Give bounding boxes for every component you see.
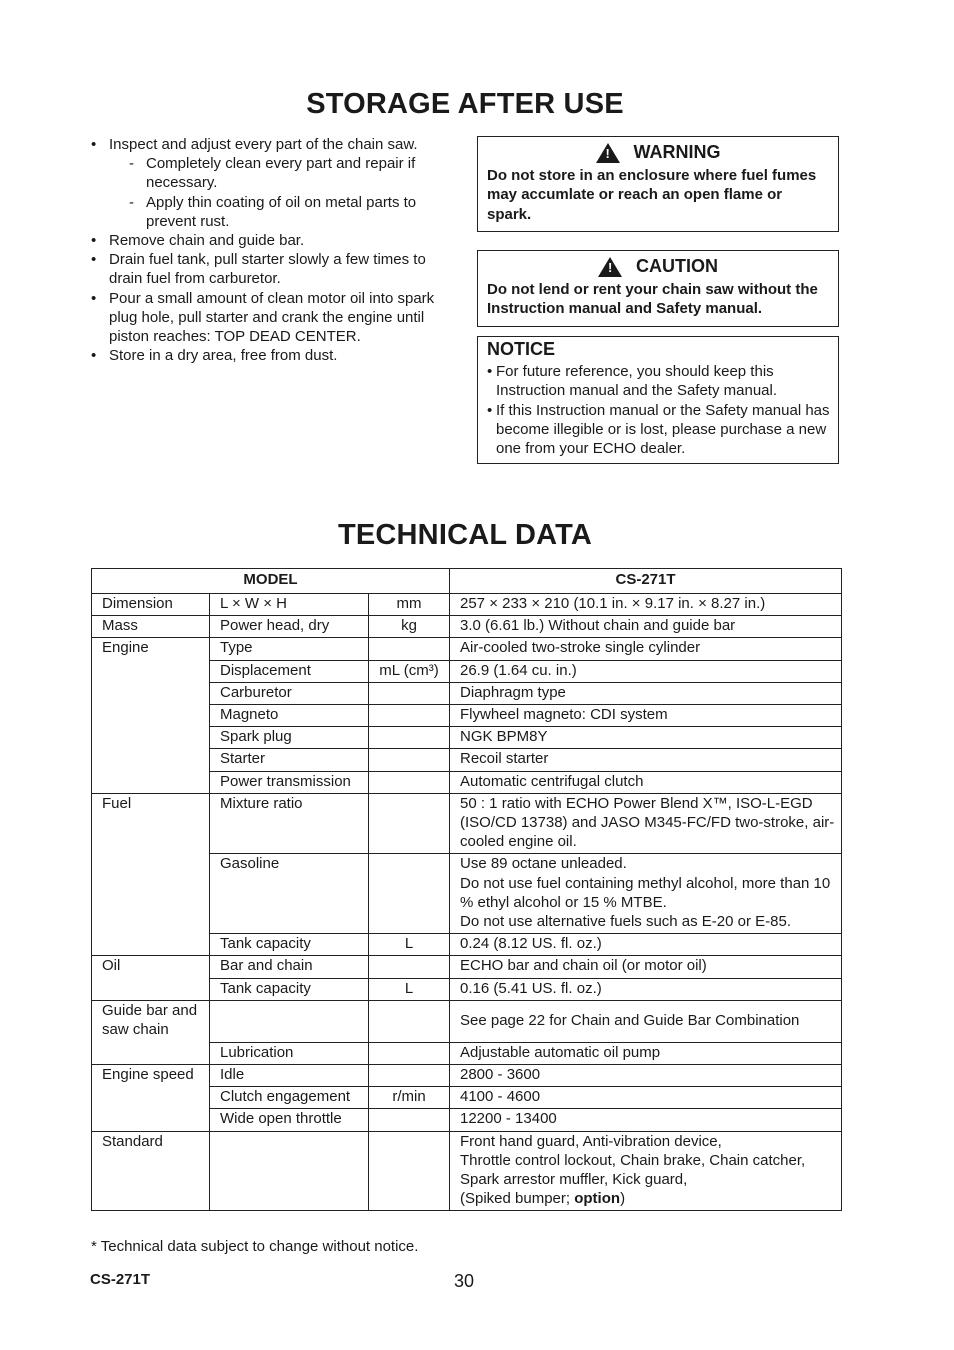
table-row: Engine Type Air-cooled two-stroke single cylinder: [92, 638, 842, 660]
technical-data-table: [91, 568, 842, 1211]
warning-box: [477, 136, 839, 232]
list-item: • Pour a small amount of clean motor oil into spark plug hole, pull starter and crank the engine until piston reaches: TOP DEAD CENTER.: [90, 289, 460, 347]
table-row: Guide bar and saw chain See page 22 for Chain and Guide Bar Combination: [92, 1000, 842, 1042]
table-row: Standard Front hand guard, Anti-vibration device, Throttle control lockout, Chain brake, Chain catcher, Spark arrestor muffler, Kick guard, (Spiked bumper; option): [92, 1131, 842, 1211]
notice-title: NOTICE: [487, 339, 556, 359]
model-header: MODEL: [92, 569, 450, 594]
warning-title: WARNING: [633, 142, 721, 163]
model-value-header: CS-271T: [450, 569, 842, 594]
list-item: • Store in a dry area, free from dust.: [90, 346, 460, 365]
table-row: Starter Recoil starter: [92, 749, 842, 771]
list-item: • Remove chain and guide bar.: [90, 231, 460, 250]
list-item: • For future reference, you should keep this Instruction manual and the Safety manual.: [487, 362, 830, 401]
list-item: • Inspect and adjust every part of the chain saw. - Completely clean every part and repair if necessary. - Apply thin coating of oil on metal parts to prevent rust.: [90, 135, 460, 231]
caution-title: CAUTION: [636, 256, 718, 277]
list-item: • If this Instruction manual or the Safety manual has become illegible or is lost, please purchase a new one from your ECHO dealer.: [487, 401, 830, 459]
list-item: - Apply thin coating of oil on metal parts to prevent rust.: [109, 193, 460, 231]
table-row: Dimension L × W × H mm 257 × 233 × 210 (10.1 in. × 9.17 in. × 8.27 in.): [92, 594, 842, 616]
page-number: 30: [454, 1271, 475, 1291]
storage-instructions: [90, 135, 460, 365]
table-row: Wide open throttle 12200 - 13400: [92, 1109, 842, 1131]
list-item: - Completely clean every part and repair if necessary.: [109, 154, 460, 192]
table-row: Lubrication Adjustable automatic oil pump: [92, 1042, 842, 1064]
table-row: Carburetor Diaphragm type: [92, 682, 842, 704]
caution-triangle-icon: [598, 257, 622, 277]
table-header-row: [92, 569, 842, 594]
caution-text: Do not lend or rent your chain saw without the Instruction manual and Safety manual.: [487, 281, 818, 318]
storage-title: STORAGE AFTER USE: [306, 88, 624, 120]
table-row: Oil Bar and chain ECHO bar and chain oil (or motor oil): [92, 956, 842, 978]
table-row: Fuel Mixture ratio 50 : 1 ratio with ECHO Power Blend X™, ISO-L-EGD (ISO/CD 13738) and JASO M345-FC/FD two-stroke, air-cooled engine oil.: [92, 793, 842, 854]
table-row: Engine speed Idle 2800 - 3600: [92, 1065, 842, 1087]
table-row: Tank capacity L 0.24 (8.12 US. fl. oz.): [92, 934, 842, 956]
caution-box: [477, 250, 839, 327]
technical-data-title: TECHNICAL DATA: [337, 519, 593, 551]
warning-text: Do not store in an enclosure where fuel fumes may accumlate or reach an open flame or spark.: [487, 167, 817, 223]
table-row: Power transmission Automatic centrifugal clutch: [92, 771, 842, 793]
table-row: Displacement mL (cm³) 26.9 (1.64 cu. in.): [92, 660, 842, 682]
table-row: Clutch engagement r/min 4100 - 4600: [92, 1087, 842, 1109]
footnote: * Technical data subject to change without notice.: [91, 1238, 419, 1255]
footer-model: CS-271T: [90, 1271, 151, 1288]
table-row: Tank capacity L 0.16 (5.41 US. fl. oz.): [92, 978, 842, 1000]
table-row: Magneto Flywheel magneto: CDI system: [92, 705, 842, 727]
notice-box: [477, 336, 839, 464]
list-item: • Drain fuel tank, pull starter slowly a few times to drain fuel from carburetor.: [90, 250, 460, 288]
table-row: Spark plug NGK BPM8Y: [92, 727, 842, 749]
warning-triangle-icon: [596, 143, 620, 163]
table-row: Mass Power head, dry kg 3.0 (6.61 lb.) Without chain and guide bar: [92, 616, 842, 638]
table-row: Gasoline Use 89 octane unleaded. Do not use fuel containing methyl alcohol, more than 10 % ethyl alcohol or 15 % MTBE. Do not use alternative fuels such as E-20 or E-85.: [92, 854, 842, 934]
